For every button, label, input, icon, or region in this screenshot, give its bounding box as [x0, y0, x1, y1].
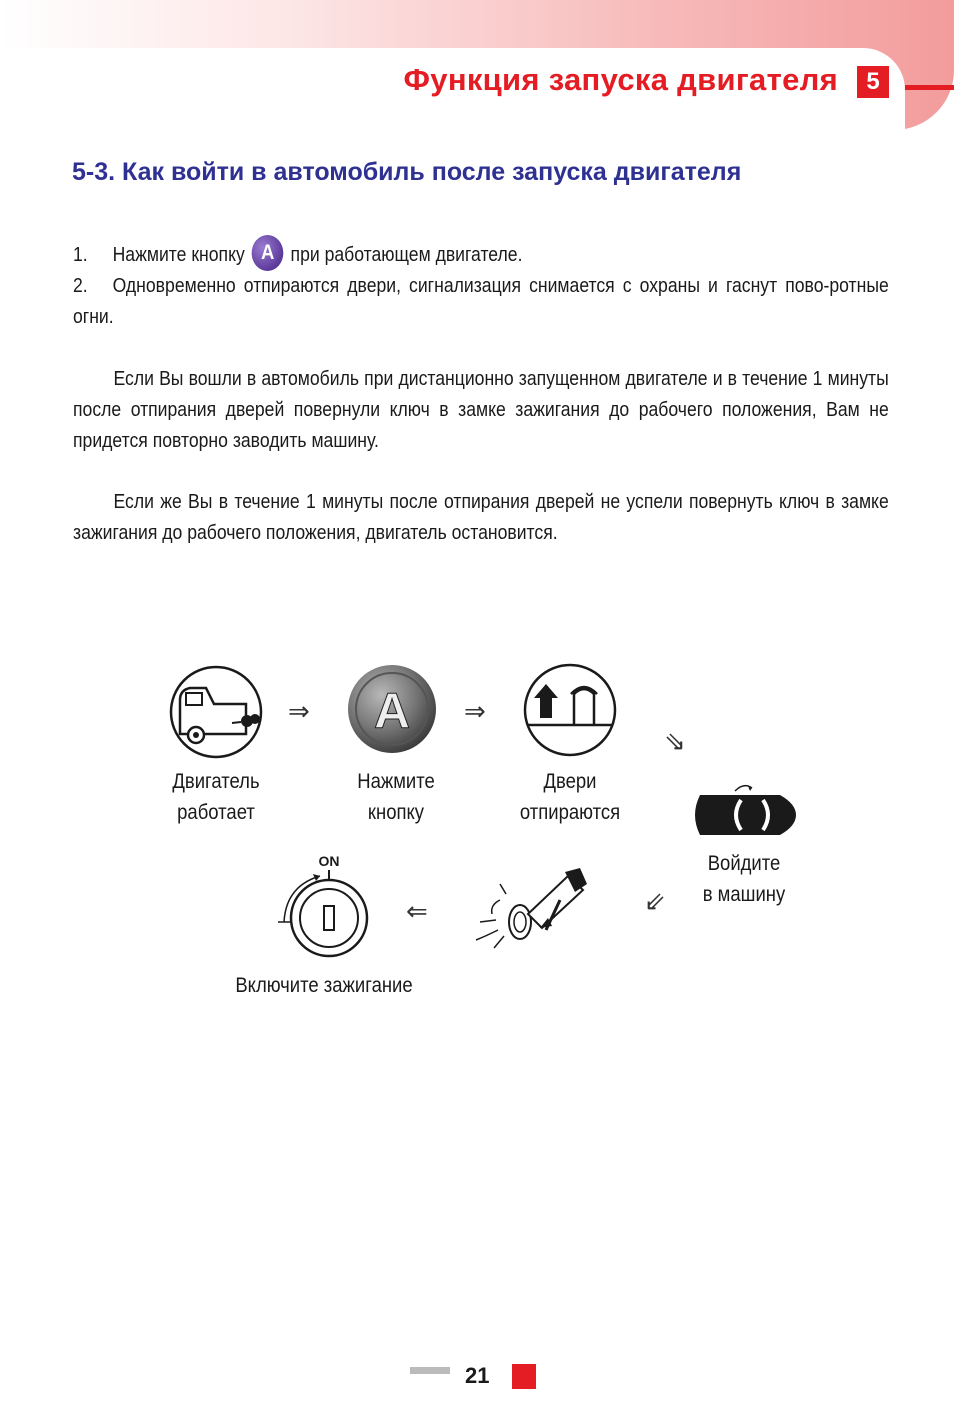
arrow-left: ⇐ — [406, 896, 428, 926]
paragraph: Если же Вы в течение 1 минуты после отпирания дверей не успели повернуть ключ в замке зажигания до рабочего положения, двигатель остановится. — [73, 491, 889, 544]
step-number: 1. — [73, 244, 88, 266]
car-engine-icon — [171, 667, 261, 757]
caption-doors: Двери отпираются — [519, 770, 621, 824]
caption-enter: Войдите в машину — [702, 852, 786, 906]
chapter-title: Функция запуска двигателя — [403, 62, 838, 97]
caption-press: Нажмите кнопку — [357, 770, 435, 824]
step-number: 2. — [73, 275, 88, 297]
arrow-right: ⇒ — [288, 696, 310, 726]
key-insert-icon — [476, 868, 587, 948]
a-button-icon: A — [252, 235, 284, 271]
ignition-switch-icon — [278, 853, 367, 956]
door-unlock-icon — [525, 665, 615, 755]
arrow-down-right: ⇘ — [664, 726, 686, 756]
step-text: Одновременно отпираются двери, сигнализация снимается с охраны и гаснут пово-ротные огни. — [73, 275, 889, 328]
button-a-icon — [348, 665, 436, 753]
caption-ignition: Включите зажигание — [235, 974, 413, 997]
chapter-number-badge: 5 — [857, 66, 889, 98]
section-title: 5-3. Как войти в автомобиль после запуска двигателя — [72, 158, 742, 186]
paragraph: Если Вы вошли в автомобиль при дистанционно запущенном двигателе и в течение 1 минуты после отпирания дверей повернули ключ в замке зажигания до рабочего положения, Вам не придется повторно заводить машину. — [73, 368, 889, 452]
on-label: ON — [318, 853, 340, 869]
footer-grey-bar — [410, 1367, 450, 1374]
page-number: 21 — [465, 1363, 490, 1388]
button-letter: A — [373, 683, 411, 739]
step-text: при работающем двигателе. — [290, 244, 523, 266]
footer-red-square — [512, 1364, 536, 1389]
arrow-down-left: ⇙ — [644, 886, 666, 916]
car-top-view-icon — [695, 786, 796, 835]
step-text: Нажмите кнопку — [112, 244, 245, 266]
arrow-right: ⇒ — [464, 696, 486, 726]
caption-engine: Двигатель работает — [172, 770, 260, 824]
